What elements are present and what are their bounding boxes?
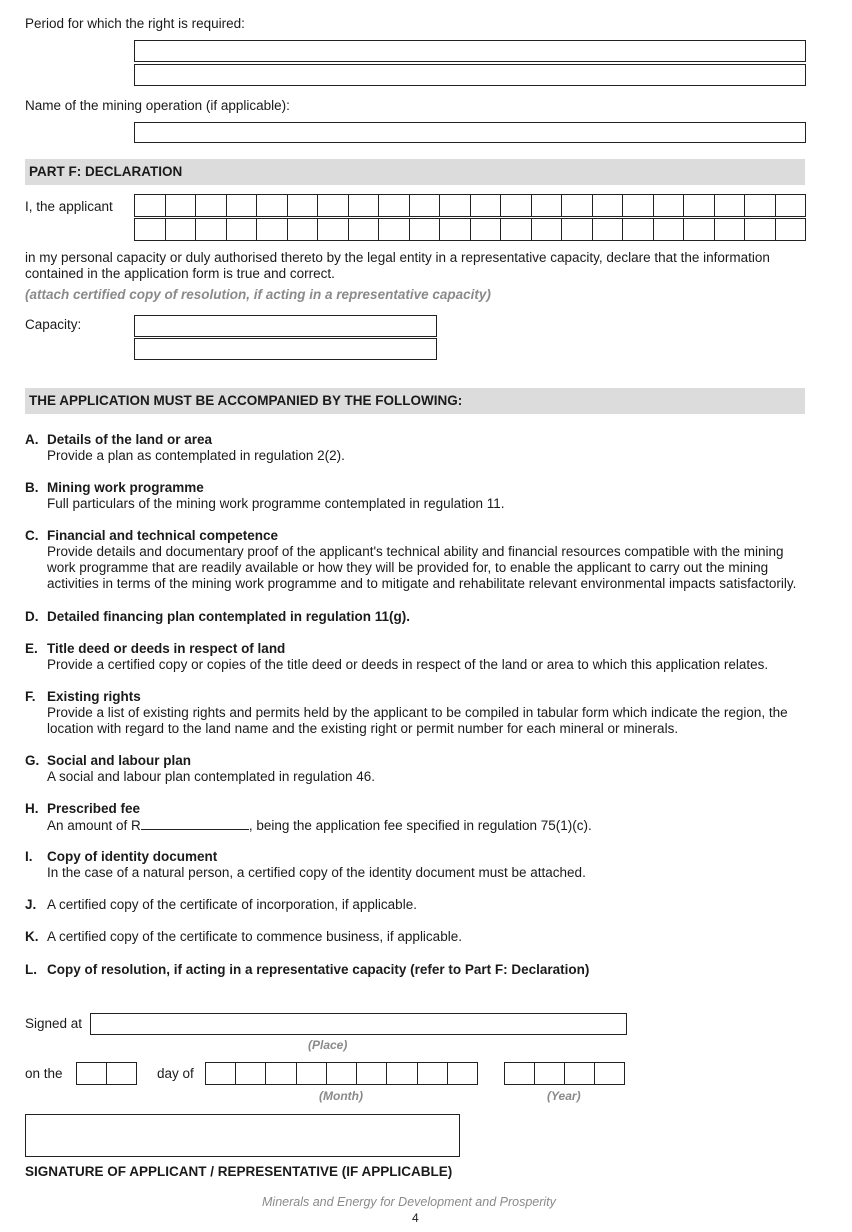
item-text: Provide a list of existing rights and permits held by the applicant to be compiled in tabular form which indicate the region, the location with regard to the land name and the existing right or permit number for each mineral or minerals. (47, 705, 788, 736)
list-item-f (25, 689, 805, 737)
item-letter: K. (25, 929, 39, 944)
resolution-note: (attach certified copy of resolution, if acting in a representative capacity) (25, 287, 491, 302)
item-text: Full particulars of the mining work programme contemplated in regulation 11. (47, 496, 505, 511)
item-letter: B. (25, 480, 39, 495)
item-text: A certified copy of the certificate of incorporation, if applicable. (47, 897, 417, 912)
applicant-label: I, the applicant (25, 199, 113, 214)
fee-text-before: An amount of R (47, 818, 141, 833)
item-letter: A. (25, 432, 39, 447)
declaration-text: in my personal capacity or duly authorised thereto by the legal entity in a representative capacity, declare that the information contained in the application form is true and correct. (25, 250, 770, 281)
item-letter: C. (25, 528, 39, 543)
capacity-input-2[interactable] (134, 338, 437, 360)
list-item-k (25, 929, 805, 945)
signed-at-label: Signed at (25, 1016, 83, 1031)
footer-slogan: Minerals and Energy for Development and Prosperity (262, 1195, 556, 1209)
on-the-label: on the (25, 1066, 63, 1081)
part-f-heading: PART F: DECLARATION (25, 159, 805, 185)
item-letter: D. (25, 609, 39, 624)
page-number: 4 (412, 1211, 419, 1225)
list-item-a (25, 432, 805, 464)
item-heading: Copy of identity document (47, 849, 218, 864)
item-heading: Details of the land or area (47, 432, 213, 447)
period-input-2[interactable] (134, 64, 806, 86)
month-caption: (Month) (319, 1089, 363, 1103)
day-input-grid[interactable] (76, 1062, 137, 1085)
period-label: Period for which the right is required: (25, 16, 245, 31)
item-text: Provide a certified copy or copies of the title deed or deeds in respect of the land or area to which this application relates. (47, 657, 769, 672)
list-item-l (25, 962, 805, 978)
item-heading: Mining work programme (47, 480, 204, 495)
item-letter: G. (25, 753, 40, 768)
item-heading: Detailed financing plan contemplated in regulation 11(g). (47, 609, 411, 624)
list-item-h (25, 801, 805, 834)
item-text: Provide a plan as contemplated in regulation 2(2). (47, 448, 345, 463)
applicant-name-grid-row-2[interactable] (134, 218, 806, 241)
item-heading: Existing rights (47, 689, 141, 704)
year-caption: (Year) (547, 1089, 581, 1103)
item-letter: J. (25, 897, 37, 912)
item-letter: L. (25, 962, 37, 977)
fee-text-after: , being the application fee specified in regulation 75(1)(c). (248, 818, 592, 833)
item-text: Provide details and documentary proof of the applicant's technical ability and financial resources compatible with the mining work programme that are readily available or how they will be provided for, to enable the applicant to carry out the mining activities in terms of the mining work programme and to mitigate and rehabilitate relevant environmental impacts satisfactorily. (47, 544, 797, 591)
item-heading: Title deed or deeds in respect of land (47, 641, 286, 656)
list-item-c (25, 528, 805, 592)
place-caption: (Place) (308, 1038, 348, 1052)
fee-amount-blank[interactable] (141, 817, 249, 830)
item-text (47, 817, 805, 834)
item-letter: F. (25, 689, 36, 704)
list-item-i (25, 849, 805, 881)
list-item-g (25, 753, 805, 785)
item-text: In the case of a natural person, a certified copy of the identity document must be attached. (47, 865, 586, 880)
period-input-1[interactable] (134, 40, 806, 62)
item-letter: I. (25, 849, 33, 864)
list-item-j (25, 897, 805, 913)
signature-label: SIGNATURE OF APPLICANT / REPRESENTATIVE (IF APPLICABLE) (25, 1164, 453, 1179)
month-input-grid[interactable] (205, 1062, 478, 1085)
item-text: A social and labour plan contemplated in regulation 46. (47, 769, 375, 784)
list-item-b (25, 480, 805, 512)
capacity-input-1[interactable] (134, 315, 437, 337)
list-item-e (25, 641, 805, 673)
mining-operation-label: Name of the mining operation (if applicable): (25, 98, 290, 113)
day-of-label: day of (157, 1066, 194, 1081)
applicant-name-grid-row-1[interactable] (134, 194, 806, 217)
item-letter: H. (25, 801, 39, 816)
accompany-heading: THE APPLICATION MUST BE ACCOMPANIED BY THE FOLLOWING: (25, 388, 805, 414)
year-input-grid[interactable] (504, 1062, 625, 1085)
item-heading: Social and labour plan (47, 753, 192, 768)
item-heading: Financial and technical competence (47, 528, 279, 543)
item-letter: E. (25, 641, 38, 656)
list-item-d (25, 609, 805, 625)
item-heading: Prescribed fee (47, 801, 141, 816)
mining-operation-input[interactable] (134, 122, 806, 143)
signed-at-place-input[interactable] (90, 1013, 627, 1035)
item-heading: Copy of resolution, if acting in a representative capacity (refer to Part F: Declaration) (47, 962, 590, 977)
signature-box[interactable] (25, 1114, 460, 1157)
capacity-label: Capacity: (25, 317, 82, 332)
item-text: A certified copy of the certificate to commence business, if applicable. (47, 929, 462, 944)
